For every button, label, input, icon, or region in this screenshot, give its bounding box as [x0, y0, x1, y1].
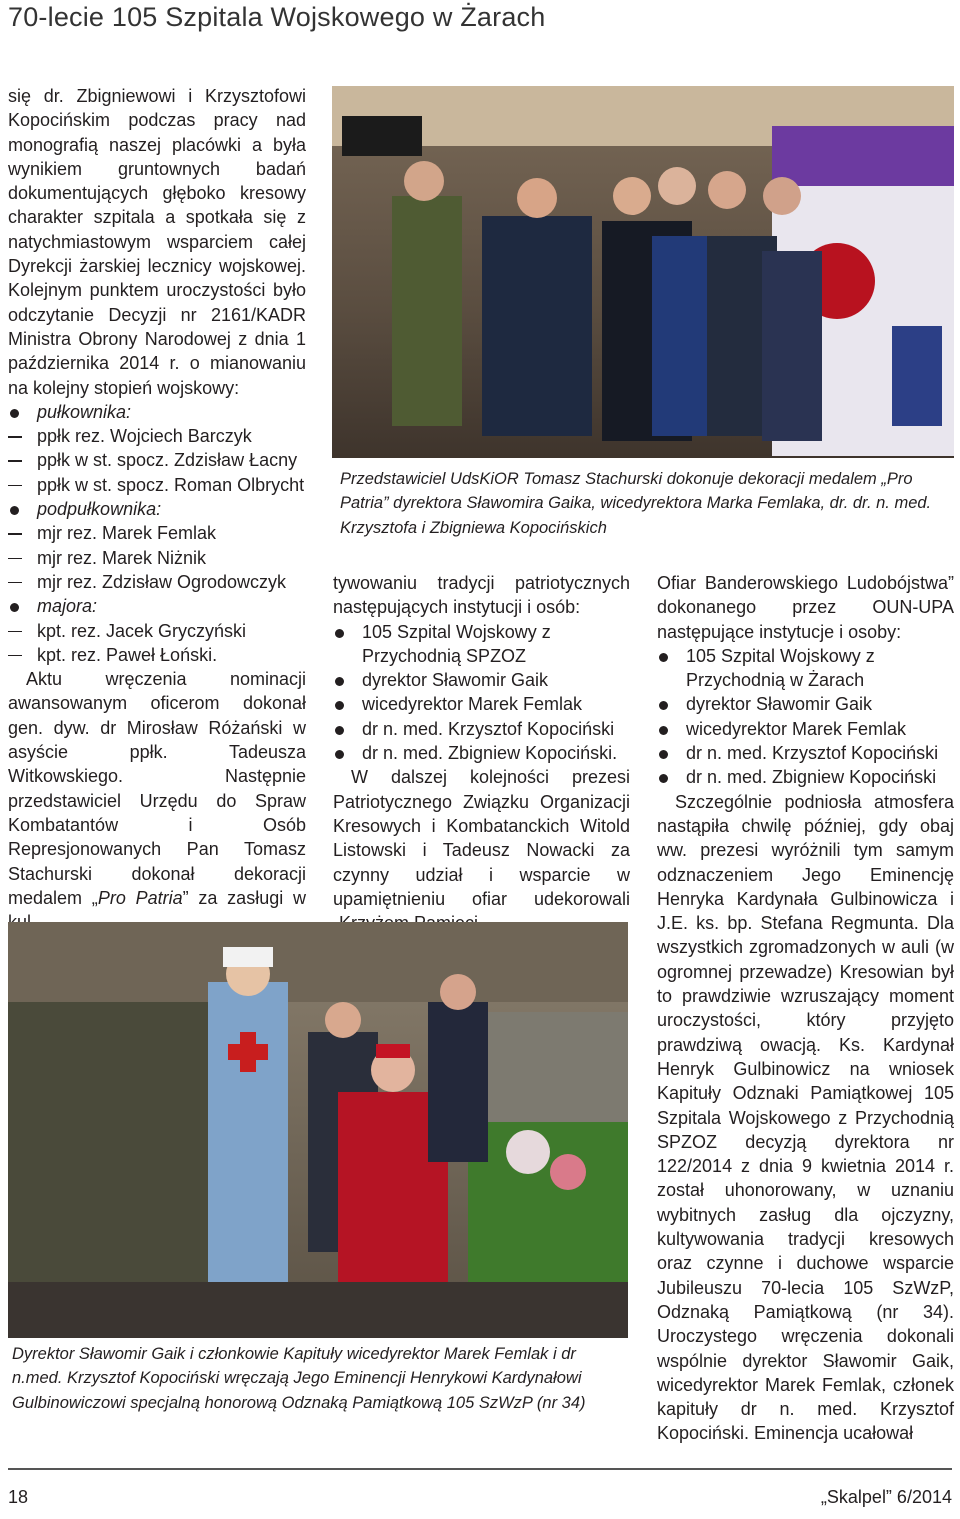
column-1-paragraph-2-text: Aktu wręczenia nominacji awansowanym oficerom dokonał gen. dyw. dr Mirosław Różański w asyście ppłk. Tadeusza Witkowskiego. Następnie przedstawiciel Urzędu do Spraw Kombatantów i Osób Represjonowanych Pan Tomasz Stachurski dokonał dekoracji medalem „ [8, 669, 306, 908]
honoree-item: dyrektor Sławomir Gaik [333, 668, 630, 692]
magazine-issue: „Skalpel” 6/2014 [820, 1487, 952, 1507]
column-1-paragraph-2-end: ” za zasługi w [182, 887, 306, 908]
honoree-item: wicedyrektor Marek Femlak [333, 692, 630, 716]
promoted-officer: mjr rez. Marek Femlak [8, 521, 306, 545]
honoree-item: wicedyrektor Marek Femlak [657, 717, 954, 741]
promoted-officer: ppłk w st. spocz. Roman Olbrycht [8, 473, 306, 497]
rank-heading: majora: [8, 594, 306, 618]
column-3-honoree-list [657, 644, 954, 790]
photo-2-caption: Dyrektor Sławomir Gaik i członkowie Kapituły wicedyrektor Marek Femlak i dr n.med. Krzysztof Kopociński wręczają Jego Eminencji Henrykowi Kardynałowi Gulbinowiczowi specjalną honorową Odznaką Pamiątkową 105 SzWzP (nr 34) [12, 1345, 586, 1412]
honoree-item: dyrektor Sławomir Gaik [657, 692, 954, 716]
rank-heading: pułkownika: [8, 400, 306, 424]
article-column-3 [657, 571, 954, 1446]
rank-heading: podpułkownika: [8, 497, 306, 521]
promotion-list [8, 400, 306, 667]
promoted-officer: mjr rez. Marek Niżnik [8, 546, 306, 570]
honoree-item: dr n. med. Zbigniew Kopociński [657, 765, 954, 789]
article-column-2 [333, 571, 630, 935]
column-2-paragraph-2: W dalszej kolejności prezesi Patriotycznego Związku Organizacji Kresowych i Kombatanckich Witold Listowski i Tadeusz Nowacki za czynny udział i wsparcie w upamiętnieniu ofiar udekorowali [333, 767, 630, 909]
photo-1-caption: Przedstawiciel UdsKiOR Tomasz Stachurski dokonuje dekoracji medalem „Pro Patria” dyrektora Sławomira Gaika, wicedyrektora Marka Femlaka, dr. dr. n. med. Krzysztofa i Zbigniewa Kopocińskich [340, 470, 932, 537]
honoree-item: dr n. med. Zbigniew Kopociński. [333, 741, 630, 765]
column-3-paragraph-1: Ofiar Banderowskiego Ludobójstwa” dokonanego przez OUN-UPA następujące instytucje i osoby: [657, 573, 954, 642]
article-column-1 [8, 84, 306, 934]
promoted-officer: ppłk rez. Wojciech Barczyk [8, 424, 306, 448]
column-2-honoree-list [333, 620, 630, 766]
column-3-paragraph-2: Szczególnie podniosła atmosfera nastąpiła chwilę później, gdy obaj ww. prezesi wyróżnili tym samym odznaczeniem Jego Eminencję Henryka Kardynała Gulbinowicza i J.E. ks. bp. Stefana Regmunta. Dla wszystkich zgromadzonych w auli (w ogromnej przewadze) Kresowian był to prawdziwie wzruszający moment uroczystości, który przyjęto prawdziwą owacją. Ks. Kardynał Henryk Gulbinowicz na wniosek Kapituły Odznaki Pamiątkowej 105 Szpitala Wojskowego z Przychodnią SPZOZ decyzją dyrektora nr 122/2014 z dnia 9 kwietnia 2014 r. został uhonorowany, w uznaniu wybitnych zasług dla ojczyzny, kultywowania tradycji kresowych oraz czynne i duchowe wsparcie Jubileuszu 70-lecia 105 SzWzP, Odznaką Pamiątkową (nr 34). Uroczystego wręczenia dokonali wspólnie dyrektor Sławomir Gaik, wicedyrektor Marek Femlak, członek kapituły dr n. med. Krzysztof Kopociński. Eminencja ucałował [657, 791, 954, 1444]
ceremony-photo-decoration [332, 86, 954, 458]
honoree-item: 105 Szpital Wojskowy z Przychodnią w Żarach [657, 644, 954, 693]
promoted-officer: mjr rez. Zdzisław Ogrodowczyk [8, 570, 306, 594]
honoree-item: 105 Szpital Wojskowy z Przychodnią SPZOZ [333, 620, 630, 669]
footer-divider [8, 1468, 952, 1470]
column-1-paragraph-1: się dr. Zbigniewowi i Krzysztofowi Kopocińskim podczas pracy nad monografią naszej placówki a była wynikiem gruntownych badań dokumentujących głęboko kresowy charakter szpitala a spotkała się z natychmiastowym wsparciem całej Dyrekcji żarskiej lecznicy wojskowej. Kolejnym punktem uroczystości było odczytanie Decyzji nr 2161/KADR Ministra Obrony Narodowej z dnia 1 października 2014 r. o mianowaniu na kolejny stopień wojskowy: [8, 86, 306, 398]
honoree-item: dr n. med. Krzysztof Kopociński [657, 741, 954, 765]
column-1-paragraph-2 [8, 667, 306, 934]
promoted-officer: kpt. rez. Jacek Gryczyński [8, 619, 306, 643]
pro-patria-italic: Pro Patria [97, 887, 183, 908]
page-number: 18 [8, 1487, 29, 1507]
ceremony-photo-cardinal [8, 922, 628, 1338]
promoted-officer: kpt. rez. Paweł Łoński. [8, 643, 306, 667]
page-header-title: 70-lecie 105 Szpitala Wojskowego w Żarach [8, 2, 546, 32]
honoree-item: dr n. med. Krzysztof Kopociński [333, 717, 630, 741]
column-2-paragraph-1: tywowaniu tradycji patriotycznych następujących instytucji i osób: [333, 573, 630, 618]
promoted-officer: ppłk w st. spocz. Zdzisław Łacny [8, 448, 306, 472]
